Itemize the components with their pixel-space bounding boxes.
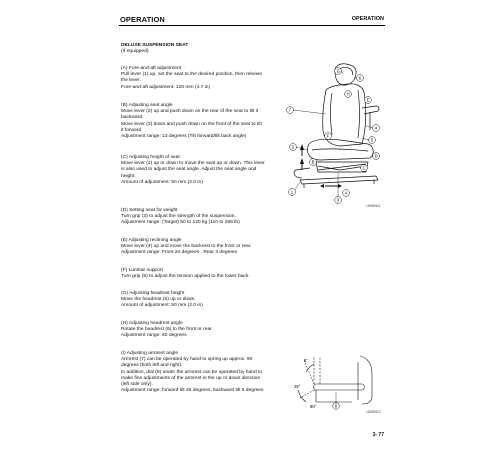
- block-line: the lever.: [121, 78, 141, 84]
- block-armrest: [121, 351, 289, 394]
- block-heading: (C) Adjusting height of seat: [121, 155, 180, 160]
- block-line: In addition, dial (8) under the armrest can be operated by hand to: [121, 369, 263, 375]
- callout-label: C: [362, 165, 366, 171]
- callout-label: 2: [291, 144, 295, 150]
- block-line: Adjustment range: 13 degrees (Tilt forward/tilt back angle): [121, 134, 247, 140]
- block-line: degrees (both left and right).: [121, 363, 183, 369]
- block-line: Turn grip (5) to adjust the tension applied to the lower back.: [121, 274, 250, 280]
- block-line: Amount of adjustment: 50 mm (2.0 in): [121, 179, 203, 185]
- figure-code: 12A99411: [366, 204, 381, 208]
- block-line: Armrest (7) can be operated by hand to spring up approx. 90: [121, 357, 253, 363]
- block-heading: (A) Fore-and-aft adjustment: [121, 66, 182, 71]
- callout-label: H: [346, 91, 350, 97]
- callout-label: F: [326, 133, 330, 139]
- block-seat-angle: [121, 103, 289, 140]
- block-line: Move lever (4) up and move the backrest to the front or rear.: [121, 244, 252, 250]
- block-heading: (D) Setting seat for weight: [121, 208, 178, 213]
- callout-label: A: [344, 190, 348, 196]
- callout-label: 5: [370, 137, 374, 143]
- block-line: height.: [121, 173, 136, 179]
- block-heading: (H) Adjusting headrest angle: [121, 321, 183, 326]
- angle-label: 25°: [294, 384, 301, 389]
- block-heading: (G) Adjusting headrest height: [121, 291, 185, 296]
- figure-callouts: [287, 68, 380, 204]
- block-line: Pull lever (1) up, set the seat to the desired position, then release: [121, 72, 263, 78]
- armrest-illustration: [292, 350, 388, 416]
- callout-label: B: [311, 159, 315, 165]
- block-line: backward.: [121, 115, 144, 121]
- callout-label: D: [374, 153, 378, 159]
- block-seat-height: [121, 155, 289, 186]
- callout-label: 6: [358, 75, 362, 81]
- callout-label: 8: [334, 403, 338, 409]
- armrest-drawing: [298, 356, 372, 404]
- block-headrest-angle: [121, 321, 289, 340]
- block-line: Amount of adjustment: 50 mm (2.0 in): [121, 303, 203, 309]
- block-line: Move lever (2) down and push down on the front of the seat to tilt: [121, 121, 262, 127]
- block-line: Turn grip (3) to adjust the strength of the suspension.: [121, 214, 236, 220]
- block-line: is also used to adjust the seat angle. Adjust the seat angle and: [121, 167, 257, 173]
- adjustment-arrows: [300, 144, 342, 188]
- block-line: make fine adjustments of the armrest in the up or down direction: [121, 375, 261, 381]
- block-heading: (B) Adjusting seat angle: [121, 103, 173, 108]
- section-heading: [121, 43, 289, 55]
- section-subtitle: (If equipped): [121, 49, 149, 55]
- callout-label: G: [336, 68, 340, 74]
- block-fore-aft: [121, 66, 289, 91]
- block-line: Fore-and-aft adjustment: 120 mm (4.7 in): [121, 84, 211, 90]
- section-title: DELUXE SUSPENSION SEAT: [121, 43, 189, 48]
- block-reclining: [121, 238, 289, 257]
- block-line: Adjustment range: (Target) 50 to 120 kg (110 to 265 lb): [121, 220, 240, 226]
- block-heading: (E) Adjusting reclining angle: [121, 238, 182, 243]
- block-line: (left side only).: [121, 382, 153, 388]
- block-line: Move the headrest (6) up or down.: [121, 297, 196, 303]
- block-line: Adjustment range: Front 24 degrees , Rear 3 degrees: [121, 250, 238, 256]
- seat-illustration: [280, 60, 390, 210]
- block-lumbar: [121, 268, 289, 280]
- block-heading: (F) Lumbar support: [121, 268, 163, 273]
- block-line: Adjustment range: forward tilt 25 degrees, backward tilt 5 degrees: [121, 388, 264, 394]
- callout-label: 4: [374, 125, 378, 131]
- block-line: Move lever (2) up and push down on the rear of the seat to tilt it: [121, 109, 259, 115]
- callout-label: 7: [288, 107, 292, 113]
- callout-label: E: [366, 97, 370, 103]
- block-headrest-height: [121, 291, 289, 310]
- angle-label: 5°: [304, 358, 309, 363]
- header-running-title: OPERATION: [351, 16, 384, 22]
- figure-code: 12A99412: [366, 410, 381, 414]
- header-rule: [119, 25, 385, 26]
- angle-label: 90°: [310, 404, 317, 409]
- header-section-title: OPERATION: [120, 15, 165, 24]
- callout-label: 3: [336, 197, 340, 203]
- block-line: Rotate the headrest (6) to the front or rear.: [121, 327, 213, 333]
- page-number: 3- 77: [372, 432, 384, 438]
- callout-label: 1: [290, 189, 294, 195]
- block-line: it forward.: [121, 127, 143, 133]
- block-line: Adjustment range: 60 degrees: [121, 333, 187, 339]
- block-heading: (I) Adjusting armrest angle: [121, 351, 179, 356]
- block-line: Move lever (2) up or down to move the seat up or down. This lever: [121, 161, 265, 167]
- block-seat-weight: [121, 208, 289, 227]
